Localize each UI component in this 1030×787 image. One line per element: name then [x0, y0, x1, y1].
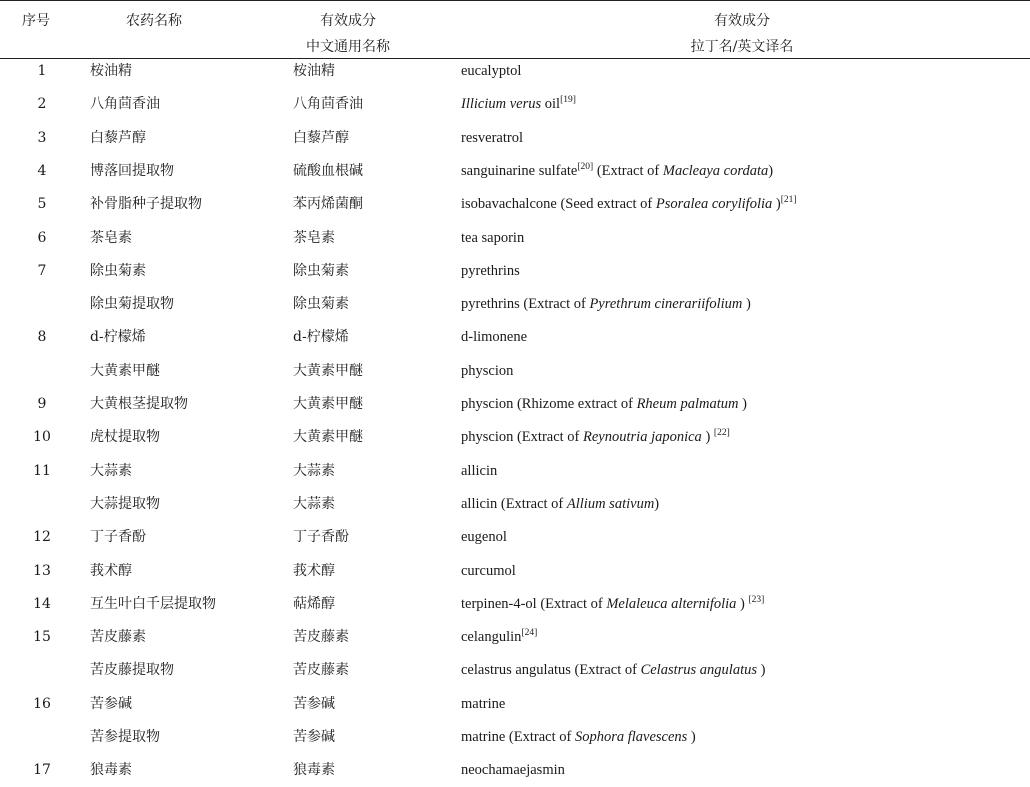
top-rule: [0, 0, 1030, 1]
row-serial: 11: [33, 462, 51, 479]
ingredient-text: resveratrol: [461, 129, 523, 146]
row-active-ingredient-en: [461, 555, 516, 588]
row-serial: 5: [37, 196, 47, 213]
ingredient-text: celangulin: [461, 629, 522, 646]
reference-superscript: [22]: [713, 428, 730, 439]
table-row: [0, 255, 1030, 288]
row-pesticide-name: 丁子香酚: [90, 529, 146, 546]
ingredient-text: pyrethrins (Extract of: [461, 296, 590, 313]
row-pesticide-name: 八角茴香油: [90, 96, 160, 113]
table-row: [0, 721, 1030, 754]
ingredient-text: sanguinarine sulfate: [461, 162, 578, 179]
row-active-ingredient-en: [461, 88, 576, 121]
ingredient-text: ): [701, 429, 714, 446]
row-active-ingredient-cn: 桉油精: [293, 63, 335, 79]
row-serial: 7: [37, 262, 47, 279]
row-active-ingredient-en: [461, 588, 764, 621]
latin-species-name: Celastrus angulatus: [640, 662, 757, 679]
table-row: [0, 455, 1030, 488]
row-serial: 16: [33, 695, 51, 712]
row-active-ingredient-cn: 茶皂素: [293, 229, 335, 246]
row-active-ingredient-cn: 苦参碱: [293, 695, 335, 712]
row-active-ingredient-en: [461, 421, 730, 454]
ingredient-text: d-limonene: [461, 329, 528, 346]
row-active-ingredient-en: [461, 255, 520, 288]
ingredient-text: (Extract of: [593, 162, 663, 179]
ingredient-text: physcion: [461, 362, 514, 379]
header-active-ingredient-cn: [300, 8, 396, 60]
table-row: [0, 588, 1030, 621]
reference-superscript: [19]: [560, 95, 576, 106]
table-row: [0, 488, 1030, 521]
ingredient-text: eugenol: [461, 529, 507, 546]
latin-species-name: Melaleuca alternifolia: [606, 595, 737, 612]
table-row: [0, 88, 1030, 121]
row-active-ingredient-cn: 丁子香酚: [293, 529, 349, 546]
ingredient-text: ): [757, 662, 766, 679]
row-active-ingredient-cn: 大黄素甲醚: [293, 429, 363, 446]
table-row: [0, 421, 1030, 454]
row-active-ingredient-cn: 除虫菊素: [293, 262, 349, 279]
header-serial: [22, 8, 50, 34]
row-active-ingredient-cn: 萜烯醇: [293, 595, 335, 612]
table-row: [0, 754, 1030, 787]
table-row: [0, 122, 1030, 155]
table-row: [0, 222, 1030, 255]
row-active-ingredient-en: [461, 321, 527, 354]
row-active-ingredient-cn: 大黄素甲醚: [293, 362, 363, 379]
row-pesticide-name: 大黄根茎提取物: [90, 396, 188, 412]
row-pesticide-name: 桉油精: [90, 63, 132, 79]
row-pesticide-name: 苦皮藤素: [90, 629, 146, 646]
row-active-ingredient-cn: 除虫菊素: [293, 296, 349, 313]
header-active-ingredient-en-line1: 有效成分: [714, 13, 770, 29]
row-pesticide-name: 大黄素甲醚: [90, 362, 160, 379]
table-row: [0, 621, 1030, 654]
row-pesticide-name: 苦参提取物: [90, 729, 160, 745]
reference-superscript: [23]: [748, 594, 765, 605]
row-pesticide-name: 莪术醇: [90, 562, 132, 579]
ingredient-text: allicin (Extract of: [461, 495, 567, 512]
row-pesticide-name: 苦皮藤提取物: [90, 662, 174, 679]
row-pesticide-name: 苦参碱: [90, 695, 132, 712]
latin-species-name: Pyrethrum cinerariifolium: [589, 296, 743, 313]
table-row: [0, 688, 1030, 721]
row-active-ingredient-cn: 苦皮藤素: [293, 662, 349, 679]
row-active-ingredient-en: [461, 222, 524, 255]
table-row: [0, 355, 1030, 388]
row-active-ingredient-cn: 八角茴香油: [293, 96, 363, 113]
ingredient-text: physcion (Extract of: [461, 429, 584, 446]
ingredient-text: isobavachalcone (Seed extract of: [461, 196, 656, 213]
row-active-ingredient-en: [461, 155, 773, 188]
table-row: [0, 654, 1030, 687]
ingredient-text: pyrethrins: [461, 262, 520, 279]
latin-species-name: Allium sativum: [566, 495, 655, 512]
table-row: [0, 321, 1030, 354]
row-pesticide-name: 博落回提取物: [90, 162, 174, 179]
ingredient-text: eucalyptol: [461, 63, 522, 79]
latin-species-name: Reynoutria japonica: [583, 429, 702, 446]
latin-species-name: Macleaya cordata: [662, 162, 769, 179]
ingredient-text: ): [738, 396, 747, 412]
row-active-ingredient-cn: 苯丙烯菌酮: [293, 196, 363, 213]
row-active-ingredient-cn: 白藜芦醇: [293, 129, 349, 146]
row-serial: 13: [33, 562, 51, 579]
row-active-ingredient-en: [461, 122, 523, 155]
row-active-ingredient-en: [461, 355, 513, 388]
table-row: [0, 555, 1030, 588]
row-serial: 15: [33, 629, 51, 646]
table-row: [0, 55, 1030, 88]
row-active-ingredient-en: [461, 654, 765, 687]
row-active-ingredient-en: [461, 288, 751, 321]
ingredient-text: ): [654, 495, 660, 512]
row-pesticide-name: 除虫菊提取物: [90, 296, 174, 313]
row-active-ingredient-cn: 硫酸血根碱: [293, 162, 363, 179]
ingredient-text: ): [736, 595, 749, 612]
latin-species-name: Psoralea corylifolia: [655, 196, 773, 213]
row-active-ingredient-cn: 苦参碱: [293, 729, 335, 745]
table-row: [0, 388, 1030, 421]
row-pesticide-name: 茶皂素: [90, 229, 132, 246]
row-pesticide-name: 补骨脂种子提取物: [90, 196, 202, 213]
ingredient-text: ): [768, 162, 774, 179]
row-serial: 17: [33, 762, 51, 779]
row-active-ingredient-en: [461, 721, 696, 754]
ingredient-text: terpinen-4-ol (Extract of: [461, 595, 607, 612]
latin-species-name: Sophora flavescens: [574, 729, 688, 745]
row-active-ingredient-cn: 大蒜素: [293, 495, 335, 512]
row-pesticide-name: 虎杖提取物: [90, 429, 160, 446]
ingredient-text: ): [687, 729, 696, 745]
latin-species-name: Illicium verus: [461, 96, 542, 113]
row-active-ingredient-en: [461, 754, 565, 787]
reference-superscript: [20]: [577, 161, 594, 172]
latin-species-name: Rheum palmatum: [636, 396, 739, 412]
row-active-ingredient-en: [461, 188, 797, 221]
row-active-ingredient-cn: 大蒜素: [293, 462, 335, 479]
row-pesticide-name: 大蒜素: [90, 462, 132, 479]
row-serial: 14: [33, 595, 51, 612]
ingredient-text: allicin: [461, 462, 498, 479]
row-active-ingredient-cn: 狼毒素: [293, 762, 335, 779]
row-active-ingredient-en: [461, 55, 521, 88]
reference-superscript: [24]: [521, 628, 538, 639]
header-active-ingredient-cn-line1: 有效成分: [320, 13, 376, 29]
reference-superscript: [21]: [780, 195, 797, 206]
table-row: [0, 521, 1030, 554]
row-active-ingredient-en: [461, 488, 659, 521]
row-active-ingredient-cn: 苦皮藤素: [293, 629, 349, 646]
header-active-ingredient-en: [672, 8, 812, 60]
row-serial: 2: [37, 96, 47, 113]
header-active-ingredient-en-line2: 拉丁名/英文译名: [690, 39, 794, 55]
row-serial: 12: [33, 529, 51, 546]
row-active-ingredient-en: [461, 688, 505, 721]
table-row: [0, 288, 1030, 321]
ingredient-text: neochamaejasmin: [461, 762, 565, 779]
ingredient-text: tea saporin: [461, 229, 525, 246]
ingredient-text: ): [772, 196, 781, 213]
header-serial-label: 序号: [22, 13, 50, 29]
ingredient-text: celastrus angulatus (Extract of: [461, 662, 641, 679]
row-active-ingredient-cn: 莪术醇: [293, 562, 335, 579]
row-serial: 6: [37, 229, 47, 246]
table-row: [0, 155, 1030, 188]
ingredient-text: matrine (Extract of: [461, 729, 575, 745]
row-pesticide-name: 狼毒素: [90, 762, 132, 779]
ingredient-text: matrine: [461, 695, 506, 712]
row-serial: 3: [37, 129, 47, 146]
ingredient-text: curcumol: [461, 562, 516, 579]
row-serial: 8: [37, 329, 47, 346]
row-active-ingredient-en: [461, 521, 507, 554]
ingredient-text: ): [742, 296, 751, 313]
row-active-ingredient-en: [461, 388, 747, 421]
row-serial: 4: [37, 162, 47, 179]
ingredient-text: oil: [541, 96, 561, 113]
row-pesticide-name: 白藜芦醇: [90, 129, 146, 146]
row-pesticide-name: d-柠檬烯: [90, 329, 146, 346]
row-serial: 9: [37, 396, 47, 412]
header-pesticide-name-label: 农药名称: [126, 13, 182, 29]
row-active-ingredient-en: [461, 621, 537, 654]
row-active-ingredient-en: [461, 455, 497, 488]
row-active-ingredient-cn: d-柠檬烯: [293, 329, 349, 346]
row-pesticide-name: 大蒜提取物: [90, 495, 160, 512]
header-active-ingredient-cn-line2: 中文通用名称: [306, 39, 390, 55]
row-serial: 10: [33, 429, 51, 446]
row-pesticide-name: 除虫菊素: [90, 262, 146, 279]
row-serial: 1: [37, 63, 47, 79]
table-row: [0, 188, 1030, 221]
row-pesticide-name: 互生叶白千层提取物: [90, 595, 216, 612]
header-pesticide-name: [126, 8, 182, 34]
row-active-ingredient-cn: 大黄素甲醚: [293, 396, 363, 412]
ingredient-text: physcion (Rhizome extract of: [461, 396, 637, 412]
